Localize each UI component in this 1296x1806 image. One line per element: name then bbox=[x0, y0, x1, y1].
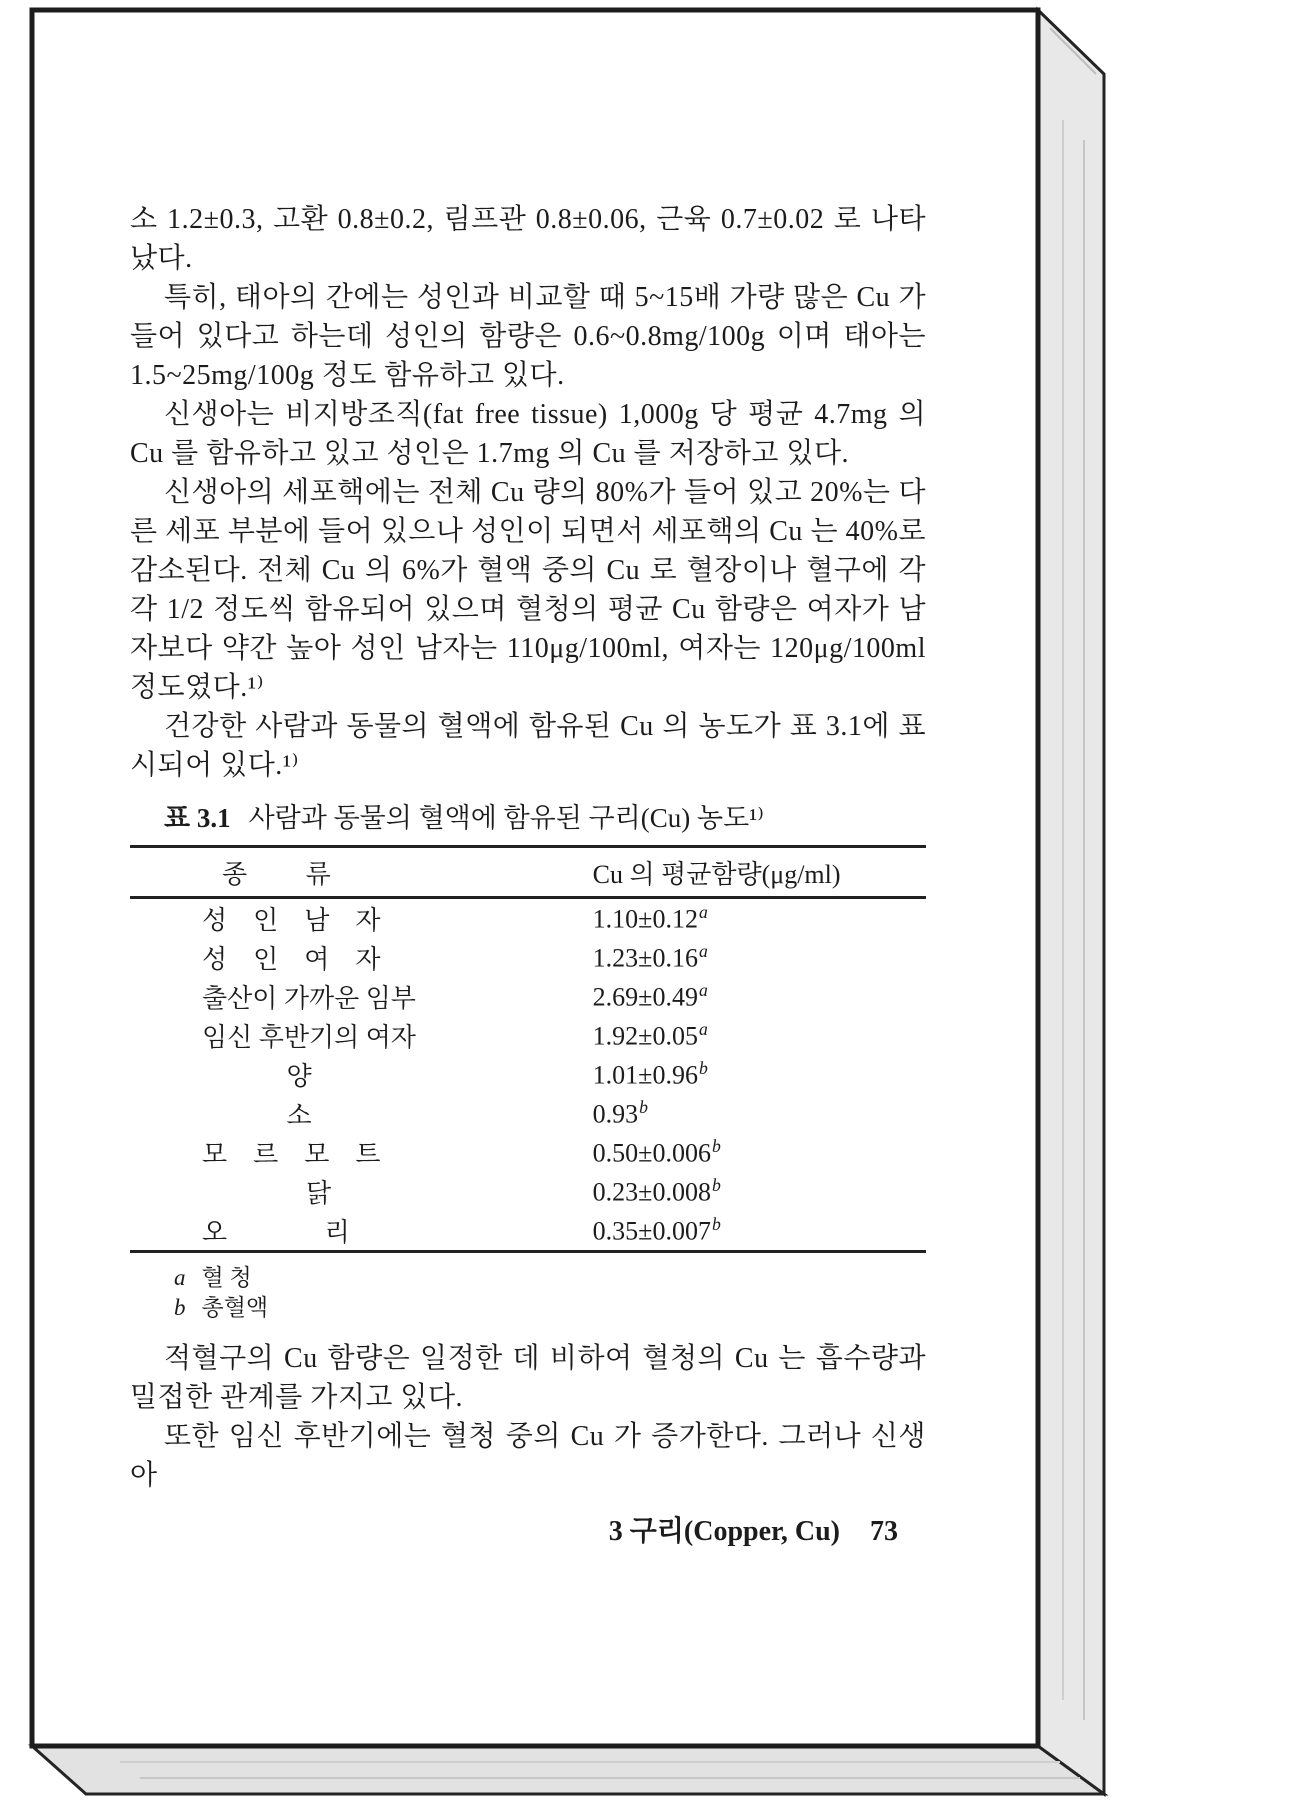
value-text: 1.92±0.05 bbox=[592, 1021, 698, 1051]
table-row bbox=[130, 1016, 926, 1055]
table-row bbox=[130, 938, 926, 977]
species-cell: 임신 후반기의 여자 bbox=[202, 1023, 416, 1052]
value-cell bbox=[592, 938, 926, 977]
footnote-marker: a bbox=[698, 1019, 708, 1040]
value-text: 1.01±0.96 bbox=[592, 1060, 698, 1090]
value-cell bbox=[592, 1016, 926, 1055]
footnote-text: 혈 청 bbox=[201, 1265, 252, 1290]
species-cell: 모 르 모 트 bbox=[202, 1140, 381, 1169]
body-paragraph: 특히, 태아의 간에는 성인과 비교할 때 5~15배 가량 많은 Cu 가 들어 있다고 하는데 성인의 함량은 0.6~0.8mg/100g 이며 태아는 1.5~25mg/100g 정도 함유하고 있다. bbox=[130, 282, 926, 391]
body-paragraph: 신생아는 비지방조직(fat free tissue) 1,000g 당 평균 4.7mg 의 Cu 를 함유하고 있고 성인은 1.7mg 의 Cu 를 저장하고 있다. bbox=[130, 399, 926, 469]
table-row bbox=[130, 1172, 926, 1211]
value-cell bbox=[592, 1055, 926, 1094]
chapter-title: 3 구리(Copper, Cu) bbox=[608, 1516, 840, 1547]
value-column-header: Cu 의 평균함량(μg/ml) bbox=[592, 847, 926, 898]
table-row bbox=[130, 1133, 926, 1172]
species-column-header: 종 류 bbox=[130, 847, 592, 898]
species-cell: 닭 bbox=[202, 1179, 332, 1208]
footnote-marker: b bbox=[698, 1058, 708, 1079]
value-text: 0.93 bbox=[592, 1099, 639, 1129]
species-cell: 양 bbox=[202, 1062, 312, 1091]
table-footnotes bbox=[174, 1263, 926, 1323]
value-cell bbox=[592, 898, 926, 939]
footnote-marker: b bbox=[639, 1097, 649, 1118]
table-caption-label: 표 3.1 bbox=[164, 803, 231, 833]
body-paragraph: 또한 임신 후반기에는 혈청 중의 Cu 가 증가한다. 그러나 신생아 bbox=[130, 1421, 926, 1491]
footnote-marker: a bbox=[698, 902, 708, 923]
value-text: 1.23±0.16 bbox=[592, 943, 698, 973]
footnote-marker: b bbox=[711, 1136, 721, 1157]
footnote-marker: a bbox=[174, 1265, 186, 1290]
value-text: 0.35±0.007 bbox=[592, 1216, 711, 1246]
footnote-marker: b bbox=[174, 1295, 186, 1320]
table-row bbox=[130, 898, 926, 939]
body-paragraph: 적혈구의 Cu 함량은 일정한 데 비하여 혈청의 Cu 는 흡수량과 밀접한 관계를 가지고 있다. bbox=[130, 1343, 926, 1413]
table-row bbox=[130, 977, 926, 1016]
table-row bbox=[130, 1211, 926, 1252]
body-paragraph: 건강한 사람과 동물의 혈액에 함유된 Cu 의 농도가 표 3.1에 표시되어 있다.¹⁾ bbox=[130, 711, 926, 781]
species-cell: 소 bbox=[202, 1101, 312, 1130]
table-header-row bbox=[130, 847, 926, 898]
footnote-line bbox=[174, 1293, 926, 1323]
footnote-text: 총혈액 bbox=[201, 1295, 269, 1320]
value-cell bbox=[592, 1094, 926, 1133]
value-text: 0.50±0.006 bbox=[592, 1138, 711, 1168]
value-text: 1.10±0.12 bbox=[592, 904, 698, 934]
footnote-marker: a bbox=[698, 980, 708, 1001]
footnote-marker: a bbox=[698, 941, 708, 962]
cu-concentration-table bbox=[130, 845, 926, 1253]
species-cell: 출산이 가까운 임부 bbox=[202, 984, 416, 1013]
table-row bbox=[130, 1055, 926, 1094]
value-cell bbox=[592, 1133, 926, 1172]
value-text: 2.69±0.49 bbox=[592, 982, 698, 1012]
running-footer bbox=[130, 1509, 926, 1549]
body-paragraph: 소 1.2±0.3, 고환 0.8±0.2, 림프관 0.8±0.06, 근육 0.7±0.02 로 나타났다. bbox=[130, 204, 926, 274]
footnote-line bbox=[174, 1263, 926, 1293]
value-cell bbox=[592, 1211, 926, 1252]
footnote-marker: b bbox=[711, 1214, 721, 1235]
footnote-marker: b bbox=[711, 1175, 721, 1196]
species-cell: 오 리 bbox=[202, 1218, 350, 1247]
value-cell bbox=[592, 977, 926, 1016]
body-paragraph: 신생아의 세포핵에는 전체 Cu 량의 80%가 들어 있고 20%는 다른 세포 부분에 들어 있으나 성인이 되면서 세포핵의 Cu 는 40%로 감소된다. 전체 Cu 의 6%가 혈액 중의 Cu 로 혈장이나 혈구에 각각 1/2 정도씩 함유되어 있으며 혈청의 평균 Cu 함량은 여자가 남자보다 약간 높아 성인 남자는 110μg/100ml, 여자는 120μg/100ml 정도였다.¹⁾ bbox=[130, 477, 926, 703]
value-text: 0.23±0.008 bbox=[592, 1177, 711, 1207]
table-caption bbox=[164, 799, 926, 837]
species-cell: 성 인 남 자 bbox=[202, 906, 381, 935]
species-cell: 성 인 여 자 bbox=[202, 945, 381, 974]
table-row bbox=[130, 1094, 926, 1133]
page-content bbox=[32, 10, 1038, 1746]
value-cell bbox=[592, 1172, 926, 1211]
page-number: 73 bbox=[870, 1516, 898, 1547]
table-caption-text: 사람과 동물의 혈액에 함유된 구리(Cu) 농도¹⁾ bbox=[248, 803, 764, 833]
